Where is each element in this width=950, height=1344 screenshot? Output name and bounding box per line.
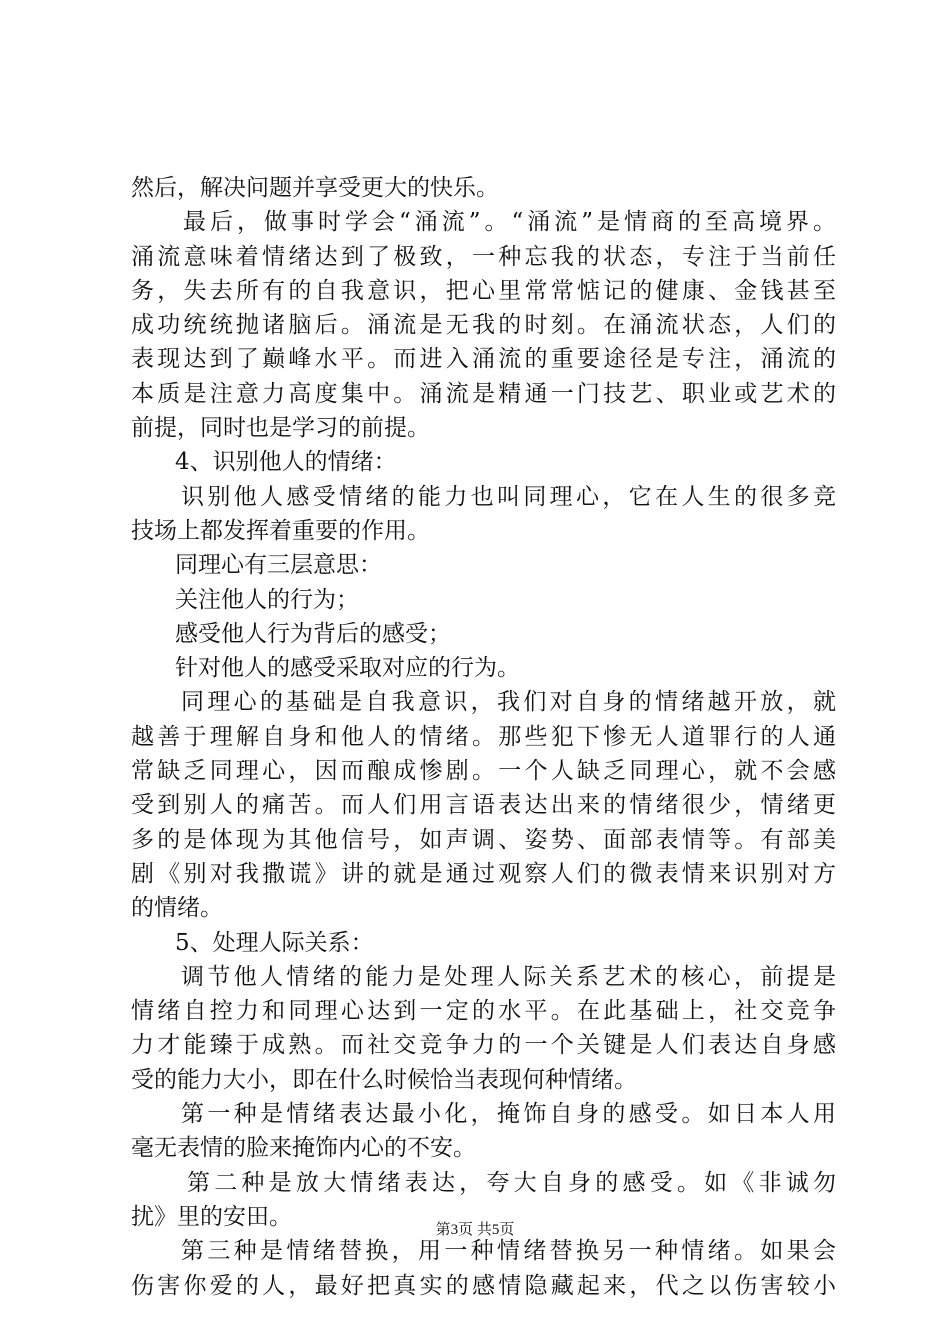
body-text bbox=[131, 171, 836, 1303]
text-line: 5、处理人际关系： bbox=[175, 929, 374, 956]
text-line: 务，失去所有的自我意识，把心里常常惦记的健康、金钱甚至 bbox=[131, 277, 836, 304]
text-line: 4、识别他人的情绪： bbox=[175, 449, 397, 476]
text-line: 情绪自控力和同理心达到一定的水平。在此基础上，社交竞争 bbox=[131, 998, 836, 1025]
text-line: 识别他人感受情绪的能力也叫同理心，它在人生的很多竞 bbox=[181, 483, 836, 510]
text-line: 多的是体现为其他信号，如声调、姿势、面部表情等。有部美 bbox=[131, 826, 836, 853]
text-line: 第三种是情绪替换，用一种情绪替换另一种情绪。如果会 bbox=[181, 1238, 836, 1265]
text-line: 关注他人的行为； bbox=[175, 586, 359, 613]
text-line: 受的能力大小，即在什么时候恰当表现何种情绪。 bbox=[131, 1066, 637, 1093]
text-line: 伤害你爱的人，最好把真实的感情隐藏起来，代之以伤害较小 bbox=[131, 1272, 836, 1299]
text-line: 调节他人情绪的能力是处理人际关系艺术的核心，前提是 bbox=[181, 963, 836, 990]
text-line: 成功统统抛诸脑后。涌流是无我的时刻。在涌流状态，人们的 bbox=[131, 312, 836, 339]
text-line: 同理心有三层意思： bbox=[175, 552, 382, 579]
text-line: 的情绪。 bbox=[131, 895, 223, 922]
text-line: 本质是注意力高度集中。涌流是精通一门技艺、职业或艺术的 bbox=[131, 380, 836, 407]
text-line: 然后，解决问题并享受更大的快乐。 bbox=[131, 175, 499, 201]
text-line: 感受他人行为背后的感受； bbox=[175, 620, 451, 647]
text-line: 越善于理解自身和他人的情绪。那些犯下惨无人道罪行的人通 bbox=[131, 723, 836, 750]
text-line: 前提，同时也是学习的前提。 bbox=[131, 415, 430, 442]
page-footer: 第3页 共5页 bbox=[435, 1222, 515, 1238]
text-line: 剧《别对我撒谎》讲的就是通过观察人们的微表情来识别对方 bbox=[131, 860, 836, 887]
text-line: 最后，做事时学会“涌流”。“涌流”是情商的至高境界。 bbox=[183, 209, 836, 236]
text-line: 常缺乏同理心，因而酿成惨剧。一个人缺乏同理心，就不会感 bbox=[131, 758, 836, 785]
text-line: 受到别人的痛苦。而人们用言语表达出来的情绪很少，情绪更 bbox=[131, 792, 836, 819]
text-line: 涌流意味着情绪达到了极致，一种忘我的状态，专注于当前任 bbox=[131, 243, 836, 270]
text-line: 针对他人的感受采取对应的行为。 bbox=[175, 655, 520, 682]
text-line: 力才能臻于成熟。而社交竞争力的一个关键是人们表达自身感 bbox=[131, 1032, 836, 1059]
text-line: 表现达到了巅峰水平。而进入涌流的重要途径是专注，涌流的 bbox=[131, 346, 836, 373]
text-line: 技场上都发挥着重要的作用。 bbox=[131, 517, 430, 544]
text-line: 毫无表情的脸来掩饰内心的不安。 bbox=[131, 1135, 476, 1162]
text-line: 同理心的基础是自我意识，我们对自身的情绪越开放，就 bbox=[181, 689, 836, 716]
text-line: 第一种是情绪表达最小化，掩饰自身的感受。如日本人用 bbox=[181, 1101, 836, 1128]
text-line: 扰》里的安田。 bbox=[131, 1203, 292, 1230]
text-line: 第二种是放大情绪表达，夸大自身的感受。如《非诚勿 bbox=[187, 1169, 836, 1196]
